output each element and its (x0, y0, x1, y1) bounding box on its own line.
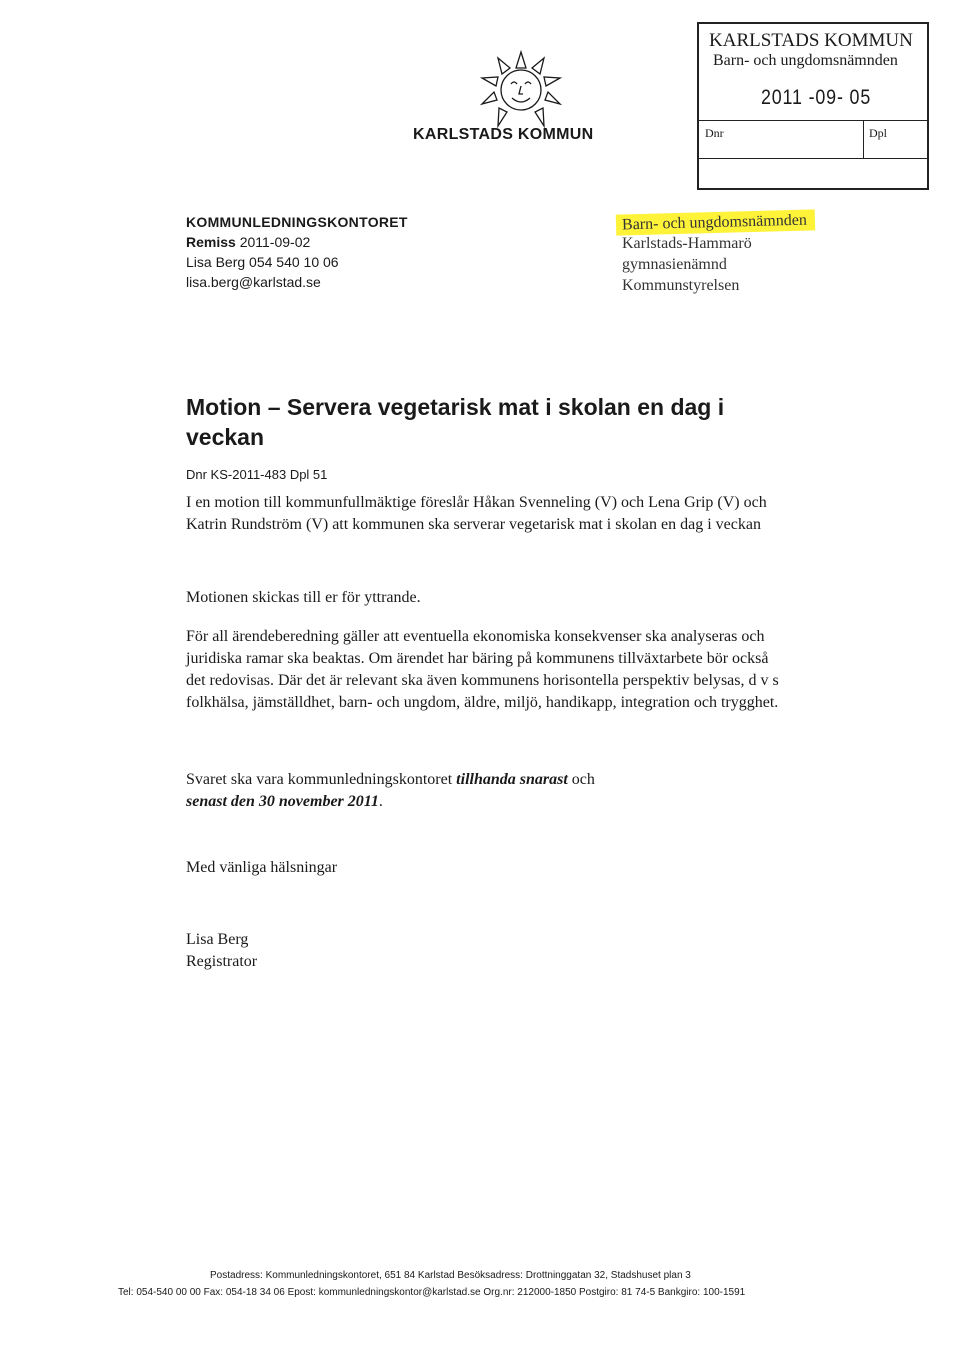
remiss-line (186, 232, 408, 252)
signature-title: Registrator (186, 953, 258, 970)
stamp-divider (699, 120, 927, 121)
stamp-department: Barn- och ungdomsnämnden (713, 52, 898, 69)
recipient-item: Kommunstyrelsen (622, 277, 740, 294)
response-deadline-paragraph (186, 769, 786, 813)
deadline-text: . (378, 793, 383, 810)
footer-address: Postadress: Kommunledningskontoret, 651 84 Karlstad Besöksadress: Drottninggatan 32, Stadshuset plan 3 (210, 1270, 691, 1281)
deadline-emphasis: tillhanda snarast (456, 771, 568, 788)
recipient-item: gymnasienämnd (622, 256, 727, 273)
recipient-list (622, 212, 815, 296)
deadline-date: senast den 30 november 2011 (186, 793, 379, 810)
deadline-text: Svaret ska vara kommunledningskontoret (186, 771, 457, 788)
deadline-text: och (567, 771, 595, 788)
body-paragraph: I en motion till kommunfullmäktige föreslår Håkan Svenneling (V) och Lena Grip (V) och Katrin Rundström (V) att kommunen ska serverar vegetarisk mat i skolan en dag i veckan (186, 494, 767, 533)
document-title: Motion – Servera vegetarisk mat i skolan en dag i veckan (186, 394, 725, 450)
stamp-date: 2011 -09- 05 (761, 86, 872, 109)
remiss-label: Remiss (186, 234, 236, 250)
recipient-highlighted: Barn- och ungdomsnämnden (616, 209, 815, 235)
stamp-divider (863, 120, 864, 158)
sun-face-logo-icon (478, 50, 564, 130)
recipient-item: Karlstads-Hammarö (622, 235, 752, 252)
greeting: Med vänliga hälsningar (186, 859, 338, 876)
body-paragraph: Motionen skickas till er för yttrande. (186, 589, 421, 606)
sender-department: KOMMUNLEDNINGSKONTORET (186, 214, 408, 230)
received-stamp (697, 22, 929, 190)
stamp-dpl-label: Dpl (869, 126, 887, 140)
footer-contact: Tel: 054-540 00 00 Fax: 054-18 34 06 Epost: kommunledningskontor@karlstad.se Org.nr: 212000-1850 Postgiro: 81 74-5 Bankgiro: 100-1591 (118, 1287, 746, 1298)
stamp-divider (699, 158, 927, 159)
document-dnr: Dnr KS-2011-483 Dpl 51 (186, 467, 328, 482)
remiss-date: 2011-09-02 (239, 234, 311, 250)
signature-name: Lisa Berg (186, 931, 249, 948)
organization-name: KARLSTADS KOMMUN (413, 126, 594, 143)
body-paragraph: För all ärendeberedning gäller att eventuella ekonomiska konsekvenser ska analyseras och juridiska ramar ska beaktas. Om ärendet har bäring på kommunens tillväxtarbete bör också det redovisas. Där det är relevant ska även kommunens horisontella perspektiv belysas, d v s folkhälsa, jämställdhet, barn- och ungdom, äldre, miljö, handikapp, integration och trygghet. (186, 628, 779, 711)
stamp-organization: KARLSTADS KOMMUN (709, 30, 913, 51)
signature-block (186, 929, 257, 973)
sender-contact: Lisa Berg 054 540 10 06 (186, 254, 339, 270)
sender-email: lisa.berg@karlstad.se (186, 274, 321, 290)
sender-block (186, 212, 408, 292)
stamp-dnr-label: Dnr (705, 126, 724, 140)
